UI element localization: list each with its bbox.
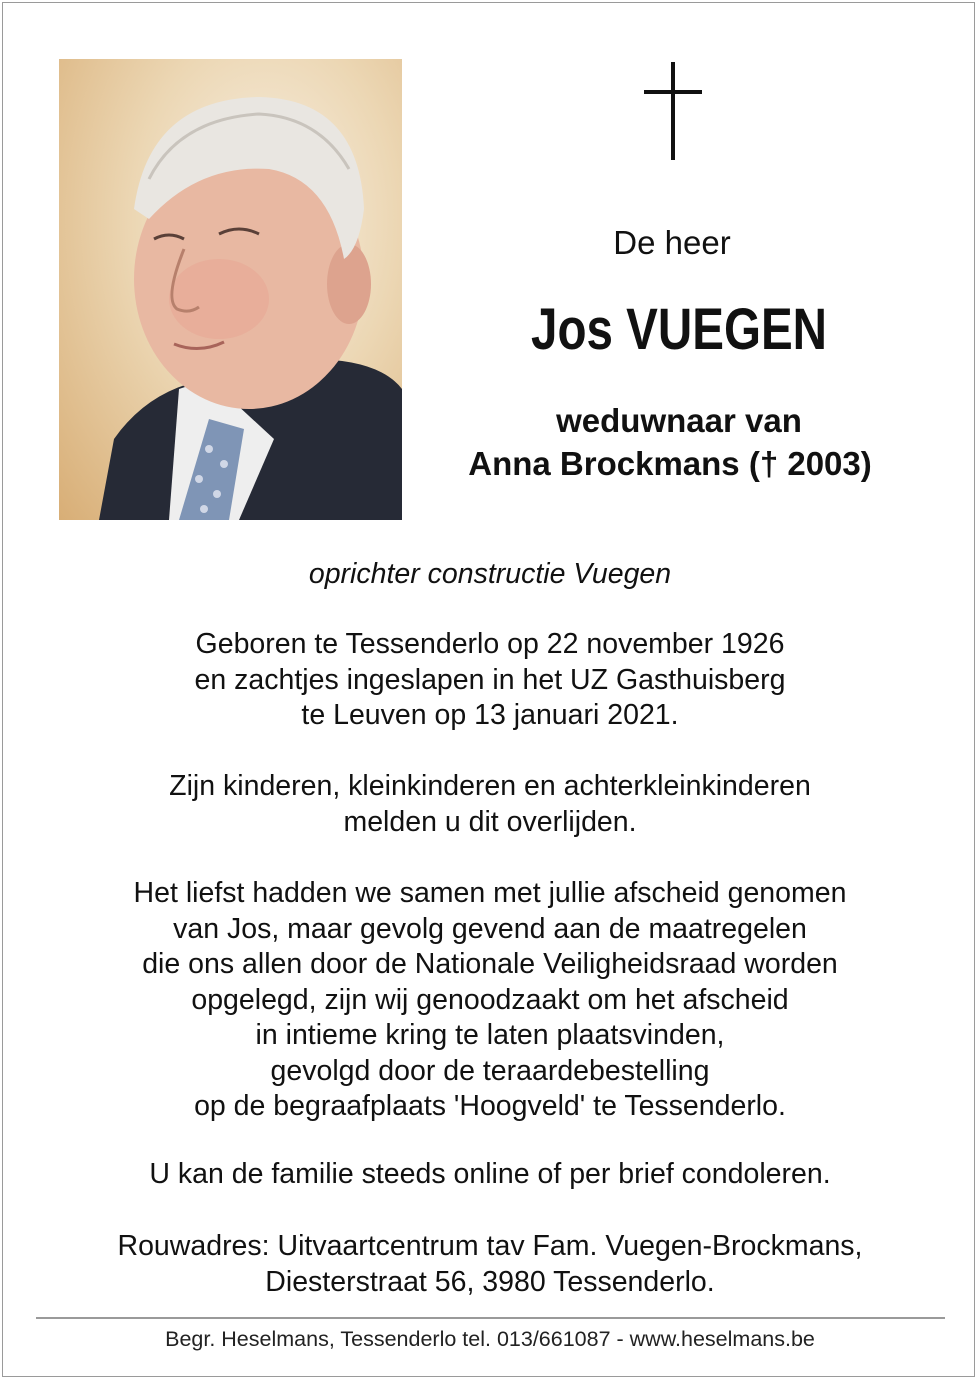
cross-icon (644, 62, 702, 160)
farewell-line: op de begraafplaats 'Hoogveld' te Tessenderlo. (194, 1090, 786, 1122)
title-prefix: De heer (613, 224, 731, 261)
farewell-line: gevolgd door de teraardebestelling (270, 1054, 710, 1087)
widow-line-1: weduwnaar van (556, 402, 802, 439)
farewell-line: in intieme kring te laten plaatsvinden, (255, 1019, 725, 1051)
farewell-paragraph (40, 876, 940, 1125)
children-line: melden u dit overlijden. (343, 805, 637, 838)
farewell-line: Het liefst hadden we samen met jullie afscheid genomen (133, 877, 847, 909)
address-line: Diesterstraat 56, 3980 Tessenderlo. (265, 1265, 715, 1298)
birth-paragraph (40, 627, 940, 734)
condolence-text: U kan de familie steeds online of per brief condoleren. (149, 1158, 831, 1190)
birth-line: Geboren te Tessenderlo op 22 november 1926 (195, 628, 785, 660)
birth-line: en zachtjes ingeslapen in het UZ Gasthuisberg (194, 663, 786, 696)
farewell-line: opgelegd, zijn wij genoodzaakt om het afscheid (191, 983, 789, 1016)
footer-divider (36, 1317, 945, 1319)
funeral-home-footer: Begr. Heselmans, Tessenderlo tel. 013/661087 - www.heselmans.be (165, 1327, 815, 1351)
portrait-photo (59, 59, 402, 520)
deceased-name: Jos VUEGEN (530, 297, 828, 362)
farewell-line: van Jos, maar gevolg gevend aan de maatregelen (173, 912, 807, 945)
portrait-illustration (59, 59, 402, 520)
address-paragraph (40, 1229, 940, 1300)
children-paragraph (40, 769, 940, 840)
birth-line: te Leuven op 13 januari 2021. (301, 699, 679, 731)
children-line: Zijn kinderen, kleinkinderen en achterkleinkinderen (169, 770, 811, 802)
farewell-line: die ons allen door de Nationale Veiligheidsraad worden (142, 948, 838, 980)
widow-line-2: Anna Brockmans († 2003) (468, 445, 872, 482)
address-line: Rouwadres: Uitvaartcentrum tav Fam. Vuegen-Brockmans, (117, 1230, 863, 1262)
role-text: oprichter constructie Vuegen (308, 558, 672, 590)
